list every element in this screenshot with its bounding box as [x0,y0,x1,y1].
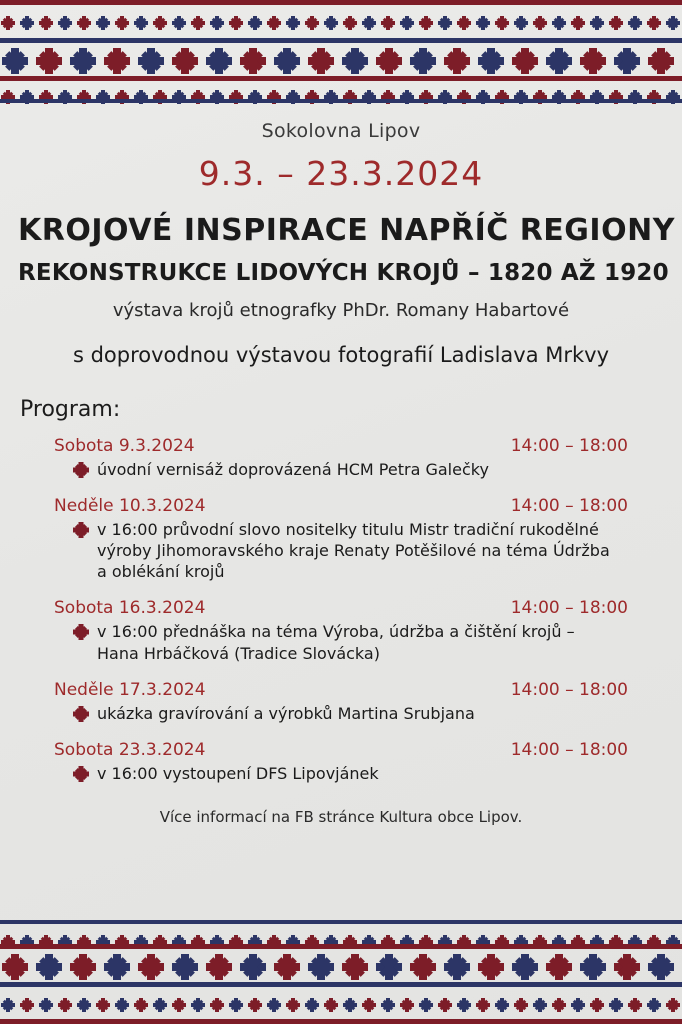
program-entry-body [54,763,664,784]
folk-star-icon [475,997,491,1013]
program-entry-time: 14:00 – 18:00 [510,598,628,619]
folk-star-icon [612,46,642,76]
folk-star-icon [171,997,187,1013]
folk-star-icon [152,15,168,31]
program-entry-header [54,680,664,700]
folk-star-icon [476,952,506,982]
folk-border-bottom-rows [0,920,682,1024]
folk-star-icon [475,15,491,31]
folk-star-icon [589,997,605,1013]
folk-star-icon [627,997,643,1013]
border-stripe [0,38,682,43]
folk-star-icon [0,952,30,982]
folk-star-icon [272,46,302,76]
folk-star-icon [342,15,358,31]
folk-star-icon [57,997,73,1013]
folk-star-icon [578,952,608,982]
folk-star-icon [342,997,358,1013]
folk-star-icon [68,46,98,76]
folk-star-icon [57,15,73,31]
folk-star-icon [374,46,404,76]
border-stripe [0,0,682,5]
folk-star-icon [170,46,200,76]
folk-star-icon [551,15,567,31]
folk-star-icon [646,952,676,982]
folk-star-icon [72,765,90,783]
folk-star-icon [612,952,642,982]
folk-star-icon [95,997,111,1013]
folk-star-icon [340,952,370,982]
program-entry-description: ukázka gravírování a výrobků Martina Srubjana [97,703,475,723]
program-entry-description: v 16:00 přednáška na téma Výroba, údržba a čištění krojů – Hana Hrbáčková (Tradice Slovácka) [97,622,575,663]
folk-star-icon [170,952,200,982]
program-entry-date: Neděle 10.3.2024 [54,496,206,517]
folk-star-icon [190,997,206,1013]
folk-star-icon [399,997,415,1013]
folk-star-icon [665,15,681,31]
folk-star-icon [266,15,282,31]
folk-star-icon [190,15,206,31]
motif-row [0,988,682,1022]
folk-star-icon [646,46,676,76]
folk-star-icon [532,15,548,31]
folk-star-icon [361,997,377,1013]
folk-star-icon [238,46,268,76]
folk-star-icon [34,952,64,982]
folk-star-icon [589,15,605,31]
folk-star-icon [476,46,506,76]
curator-line: výstava krojů etnografky PhDr. Romany Habartové [112,300,570,321]
folk-star-icon [323,997,339,1013]
date-range: 9.3. – 23.3.2024 [198,154,484,193]
folk-star-icon [171,15,187,31]
folk-star-icon [544,46,574,76]
folk-star-icon [494,997,510,1013]
page-subtitle: REKONSTRUKCE LIDOVÝCH KROJŮ – 1820 AŽ 1920 [18,260,669,286]
folk-star-icon [532,997,548,1013]
folk-star-icon [304,997,320,1013]
folk-star-icon [72,521,90,539]
folk-star-icon [380,997,396,1013]
program-entry-header [54,740,664,760]
folk-star-icon [646,997,662,1013]
folk-star-icon [34,46,64,76]
border-stripe [0,920,682,924]
folk-star-icon [152,997,168,1013]
folk-star-icon [38,15,54,31]
folk-star-icon [0,997,16,1013]
border-stripe [0,982,682,987]
program-entry-body [54,703,664,724]
program-list [18,436,664,784]
folk-star-icon [266,997,282,1013]
folk-star-icon [136,46,166,76]
poster-content [0,104,682,920]
folk-star-icon [510,46,540,76]
folk-star-icon [374,952,404,982]
program-entry-time: 14:00 – 18:00 [510,739,628,760]
folk-star-icon [570,997,586,1013]
folk-star-icon [442,952,472,982]
folk-star-icon [228,997,244,1013]
folk-star-icon [209,15,225,31]
folk-star-icon [102,952,132,982]
program-entry-description: v 16:00 průvodní slovo nositelky titulu Mistr tradiční rukodělné výroby Jihomoravského kraje Renaty Potěšilové na téma Údržba a oblékání krojů [97,520,610,582]
program-entry-description: v 16:00 vystoupení DFS Lipovjánek [97,763,379,783]
folk-star-icon [418,15,434,31]
list-item [54,598,664,663]
folk-star-icon [494,15,510,31]
folk-star-icon [102,46,132,76]
folk-star-icon [437,997,453,1013]
program-entry-time: 14:00 – 18:00 [510,679,628,700]
page-title: KROJOVÉ INSPIRACE NAPŘÍČ REGIONY [18,213,675,248]
folk-star-icon [513,15,529,31]
folk-star-icon [510,952,540,982]
folk-star-icon [76,997,92,1013]
folk-star-icon [304,15,320,31]
folk-star-icon [380,15,396,31]
list-item [54,740,664,784]
folk-star-icon [209,997,225,1013]
motif-row [0,44,682,78]
folk-star-icon [204,952,234,982]
folk-star-icon [306,952,336,982]
folk-star-icon [442,46,472,76]
folk-border-top [0,0,682,104]
folk-star-icon [323,15,339,31]
folk-star-icon [456,997,472,1013]
folk-star-icon [437,15,453,31]
list-item [54,496,664,582]
folk-star-icon [306,46,336,76]
accompanying-exhibition-line: s doprovodnou výstavou fotografií Ladislava Mrkvy [72,343,610,367]
folk-star-icon [0,46,30,76]
program-heading: Program: [20,397,121,422]
folk-star-icon [418,997,434,1013]
folk-star-icon [361,15,377,31]
folk-star-icon [627,15,643,31]
folk-star-icon [72,461,90,479]
folk-star-icon [272,952,302,982]
program-entry-header [54,598,664,618]
folk-star-icon [408,46,438,76]
motif-row [0,950,682,984]
folk-star-icon [95,15,111,31]
folk-star-icon [247,15,263,31]
program-entry-body [54,459,664,480]
folk-star-icon [578,46,608,76]
folk-star-icon [456,15,472,31]
border-stripe [0,1019,682,1024]
folk-star-icon [19,997,35,1013]
program-entry-header [54,496,664,516]
folk-star-icon [646,15,662,31]
folk-star-icon [133,15,149,31]
folk-star-icon [544,952,574,982]
folk-star-icon [399,15,415,31]
folk-star-icon [285,997,301,1013]
folk-star-icon [285,15,301,31]
border-stripe [0,944,682,949]
program-entry-body [54,519,664,582]
folk-star-icon [247,997,263,1013]
folk-star-icon [408,952,438,982]
folk-star-icon [136,952,166,982]
program-entry-time: 14:00 – 18:00 [510,496,628,517]
folk-star-icon [513,997,529,1013]
folk-star-icon [551,997,567,1013]
folk-star-icon [72,623,90,641]
program-entry-date: Neděle 17.3.2024 [54,679,206,700]
program-entry-date: Sobota 23.3.2024 [54,739,206,760]
venue-line: Sokolovna Lipov [261,120,421,142]
folk-border-top-rows [0,0,682,104]
program-entry-description: úvodní vernisáž doprovázená HCM Petra Galečky [97,460,489,479]
folk-star-icon [665,997,681,1013]
folk-star-icon [114,15,130,31]
list-item [54,436,664,480]
folk-star-icon [68,952,98,982]
folk-star-icon [608,15,624,31]
folk-star-icon [114,997,130,1013]
folk-star-icon [76,15,92,31]
folk-star-icon [570,15,586,31]
program-entry-date: Sobota 16.3.2024 [54,598,206,619]
folk-star-icon [228,15,244,31]
motif-row [0,6,682,40]
border-stripe [0,99,682,103]
folk-star-icon [72,705,90,723]
folk-star-icon [204,46,234,76]
program-entry-time: 14:00 – 18:00 [510,436,628,456]
folk-star-icon [238,952,268,982]
folk-border-bottom [0,920,682,1024]
program-entry-date: Sobota 9.3.2024 [54,436,195,456]
folk-star-icon [19,15,35,31]
folk-star-icon [0,15,16,31]
folk-star-icon [608,997,624,1013]
program-entry-body [54,621,664,663]
folk-star-icon [38,997,54,1013]
folk-star-icon [340,46,370,76]
folk-star-icon [133,997,149,1013]
list-item [54,680,664,724]
footer-note: Více informací na FB stránce Kultura obce Lipov. [159,807,523,826]
program-entry-header [54,436,664,456]
